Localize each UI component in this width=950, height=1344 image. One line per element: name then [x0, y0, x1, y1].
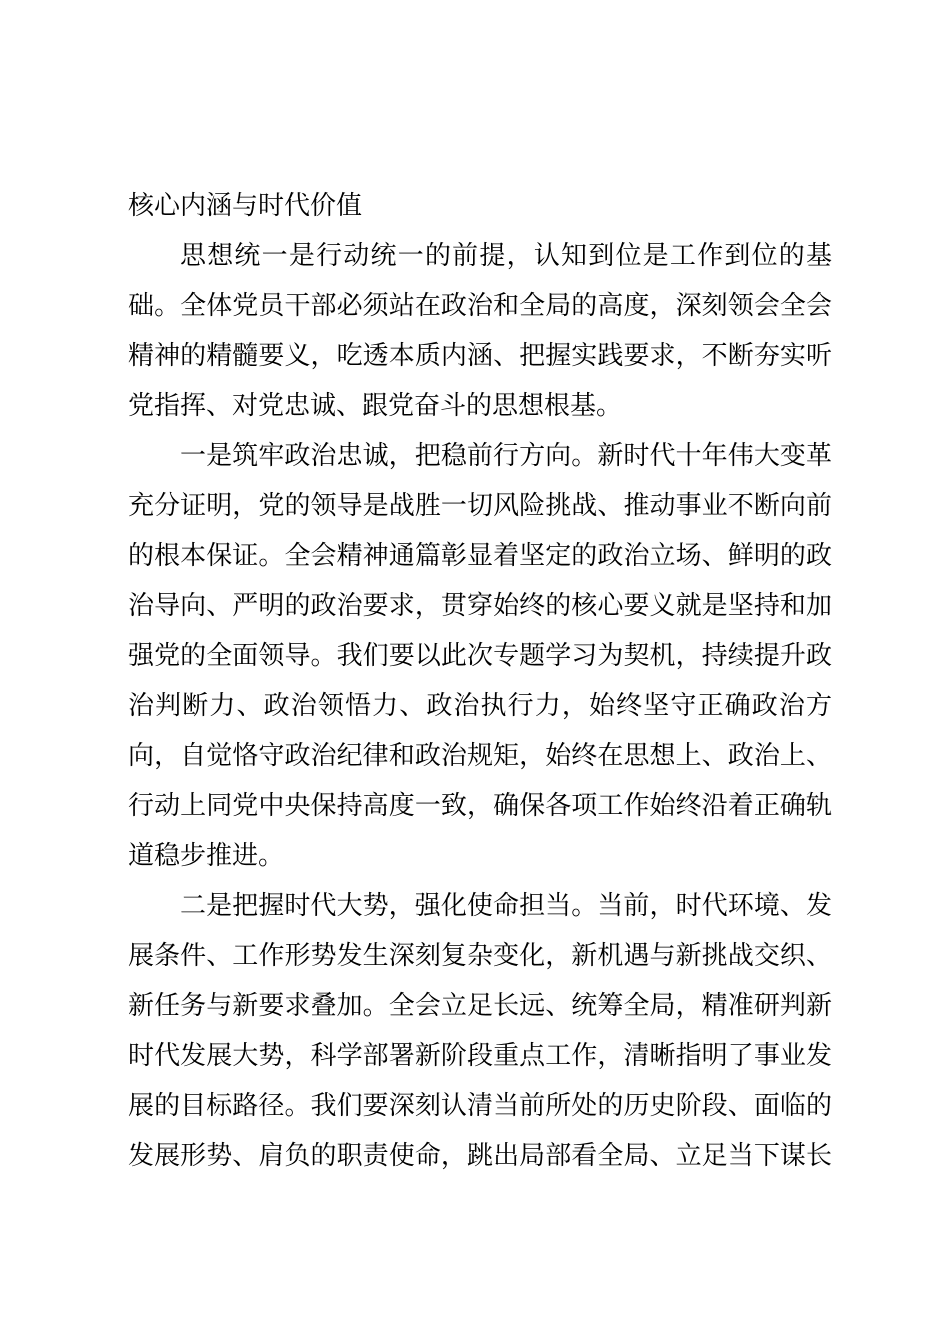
- paragraph-line: 时代发展大势，科学部署新阶段重点工作，清晰指明了事业发: [128, 1041, 832, 1071]
- paragraph-1: [128, 231, 832, 431]
- paragraph-line: 展的目标路径。我们要深刻认清当前所处的历史阶段、面临的: [128, 1091, 832, 1121]
- paragraph-line: 新任务与新要求叠加。全会立足长远、统筹全局，精准研判新: [128, 991, 832, 1021]
- paragraph-line: 行动上同党中央保持高度一致，确保各项工作始终沿着正确轨: [128, 791, 832, 821]
- paragraph-line: 一是筑牢政治忠诚，把稳前行方向。新时代十年伟大变革: [180, 441, 832, 471]
- document-body: [128, 181, 832, 1181]
- paragraph-line: 治判断力、政治领悟力、政治执行力，始终坚守正确政治方: [128, 691, 832, 721]
- paragraph-line: 思想统一是行动统一的前提，认知到位是工作到位的基: [180, 241, 832, 271]
- paragraph-line: 向，自觉恪守政治纪律和政治规矩，始终在思想上、政治上、: [128, 741, 832, 771]
- paragraph-line: 础。全体党员干部必须站在政治和全局的高度，深刻领会全会: [128, 291, 832, 321]
- paragraph-line: 发展形势、肩负的职责使命，跳出局部看全局、立足当下谋长: [128, 1141, 832, 1171]
- paragraph-line: 精神的精髓要义，吃透本质内涵、把握实践要求，不断夯实听: [128, 341, 832, 371]
- paragraph-line: 道稳步推进。: [128, 841, 285, 871]
- paragraph-line: 充分证明，党的领导是战胜一切风险挑战、推动事业不断向前: [128, 491, 832, 521]
- paragraph-line: 强党的全面领导。我们要以此次专题学习为契机，持续提升政: [128, 641, 832, 671]
- paragraph-line: 治导向、严明的政治要求，贯穿始终的核心要义就是坚持和加: [128, 591, 832, 621]
- paragraph-3: [128, 881, 832, 1181]
- paragraph-line: 二是把握时代大势，强化使命担当。当前，时代环境、发: [180, 891, 832, 921]
- paragraph-line: 的根本保证。全会精神通篇彰显着坚定的政治立场、鲜明的政: [128, 541, 832, 571]
- paragraph-2: [128, 431, 832, 881]
- paragraph-line: 展条件、工作形势发生深刻复杂变化，新机遇与新挑战交织、: [128, 941, 832, 971]
- paragraph-line: 党指挥、对党忠诚、跟党奋斗的思想根基。: [128, 391, 623, 421]
- section-heading: 核心内涵与时代价值: [128, 191, 363, 221]
